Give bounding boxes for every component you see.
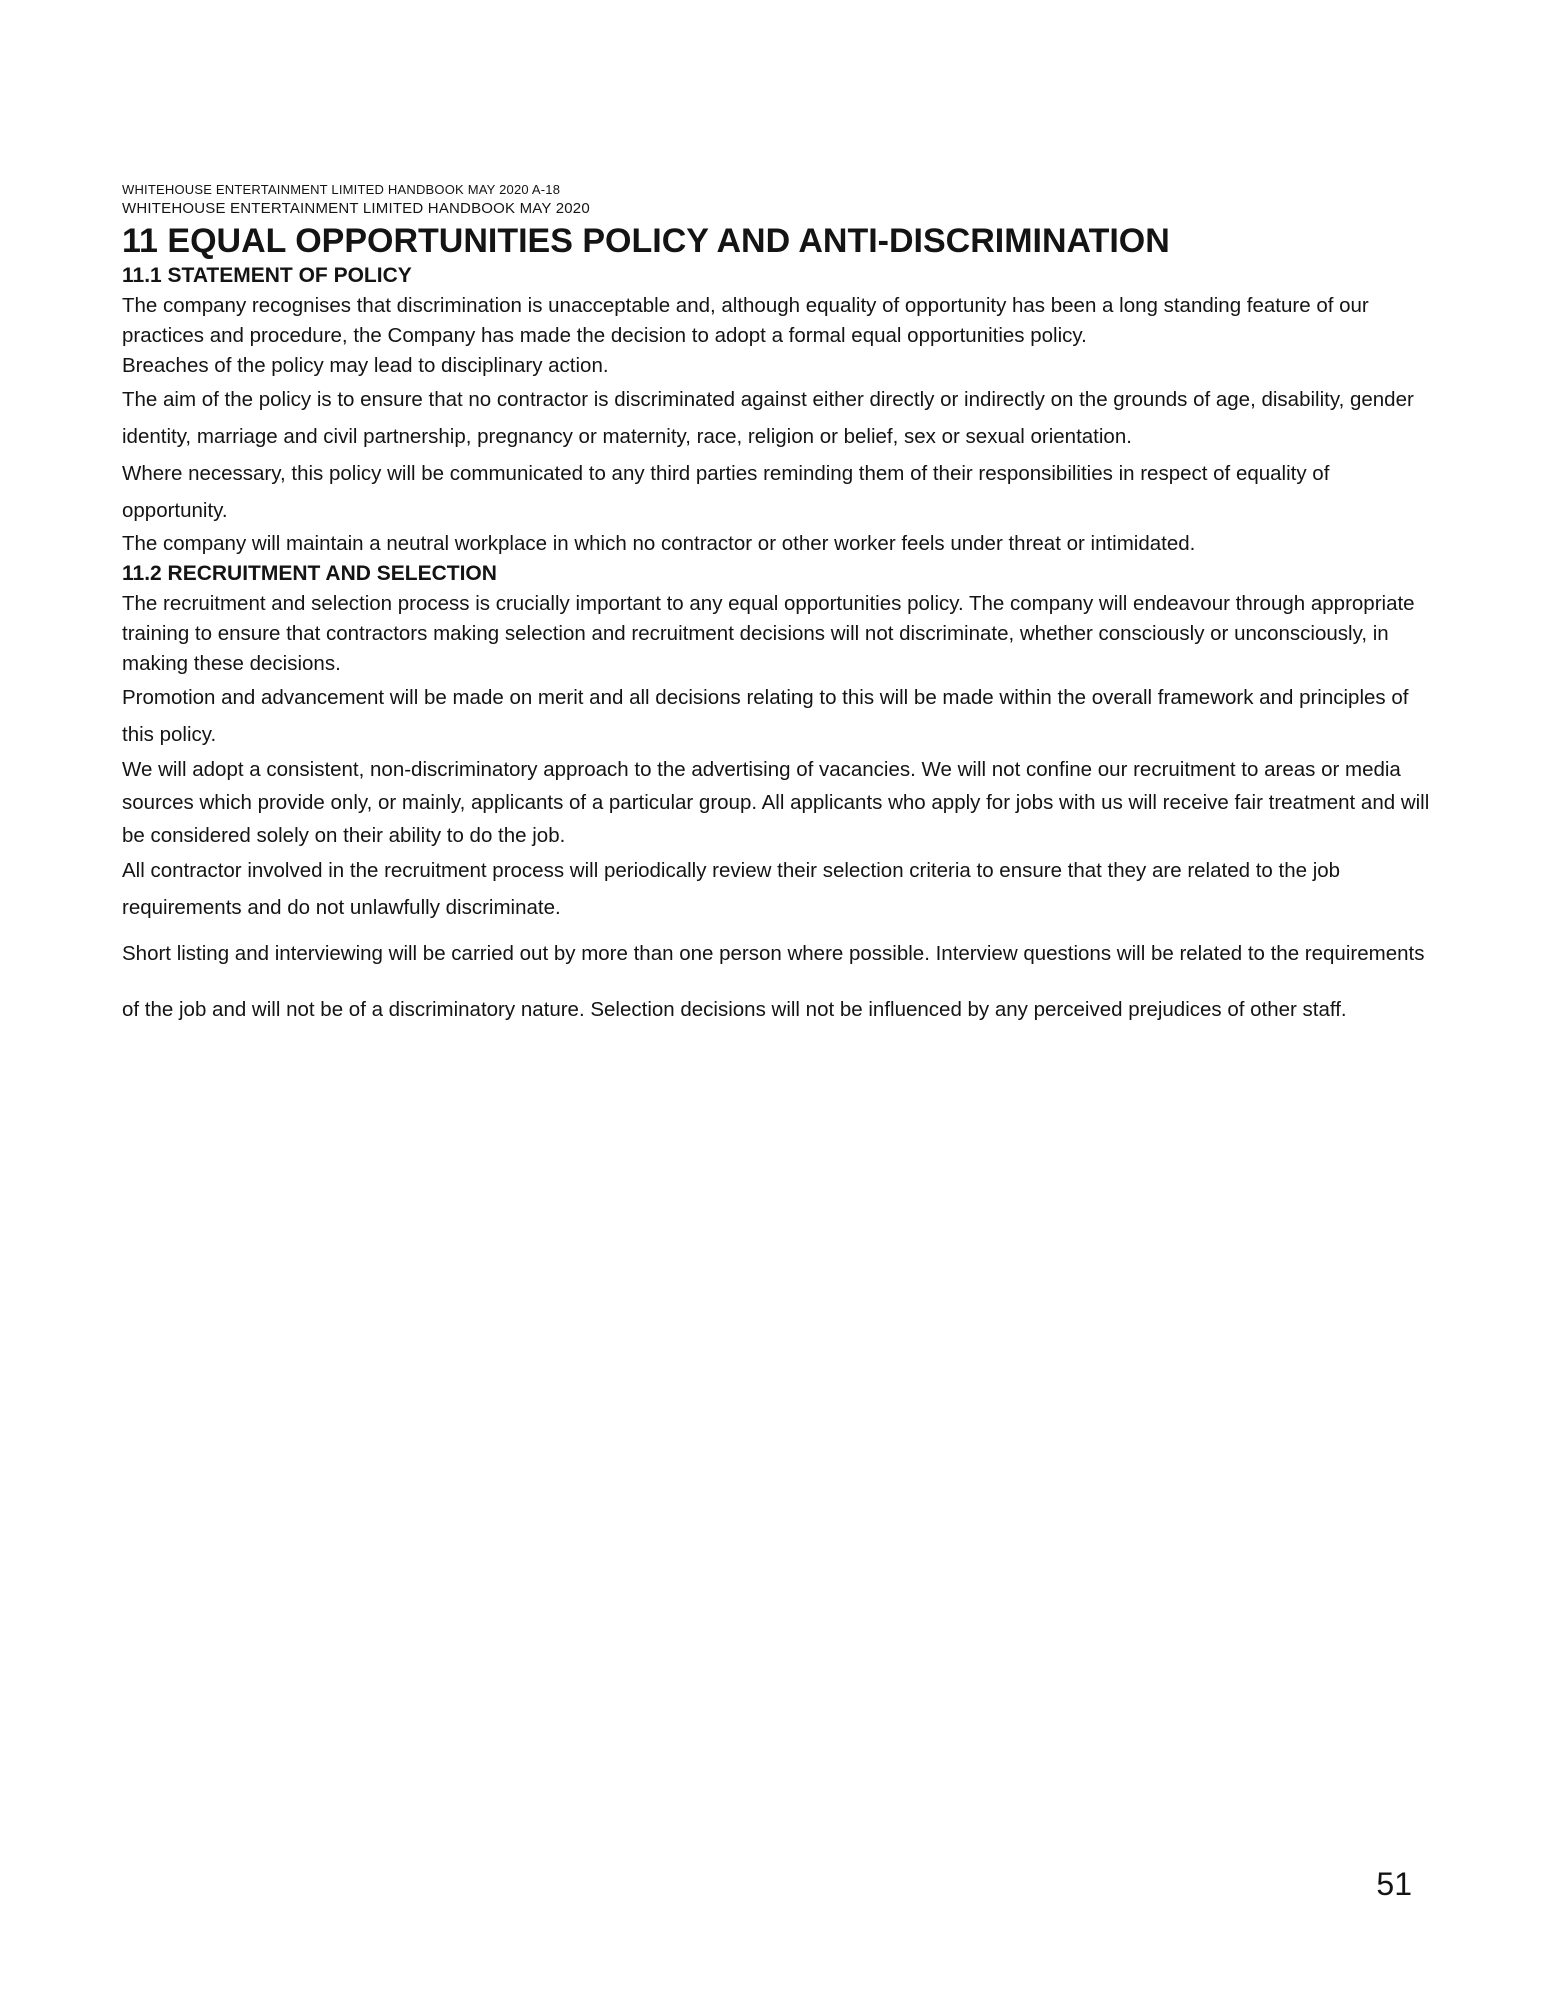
paragraph-recruitment-1: The recruitment and selection process is crucially important to any equal opportunities policy. The company will endeavour through appropriate training to ensure that contractors making selection and recruitment decisions will not discriminate, whether consciously or unconsciously, in making these decisions.	[122, 592, 1415, 675]
document-content	[122, 0, 1437, 1038]
section-heading-11-2: 11.2 RECRUITMENT AND SELECTION	[122, 562, 497, 585]
paragraph-recruitment-2: Promotion and advancement will be made on merit and all decisions relating to this will be made within the overall framework and principles of this policy.	[122, 686, 1409, 746]
paragraph-recruitment-5: Short listing and interviewing will be carried out by more than one person where possible. Interview questions will be related to the requirements of the job and will not be of a discriminatory nature. Selection decisions will not be influenced by any perceived prejudices of other staff.	[122, 942, 1425, 1021]
running-header-line-1: WHITEHOUSE ENTERTAINMENT LIMITED HANDBOOK MAY 2020 A-18	[122, 182, 561, 197]
paragraph-statement-1: The company recognises that discrimination is unacceptable and, although equality of opportunity has been a long standing feature of our practices and procedure, the Company has made the decision to adopt a formal equal opportunities policy.	[122, 294, 1369, 347]
paragraph-statement-2: Breaches of the policy may lead to disciplinary action.	[122, 354, 609, 377]
paragraph-statement-3: The aim of the policy is to ensure that no contractor is discriminated against either directly or indirectly on the grounds of age, disability, gender identity, marriage and civil partnership, pregnancy or maternity, race, religion or belief, sex or sexual orientation.	[122, 388, 1414, 448]
paragraph-recruitment-4: All contractor involved in the recruitment process will periodically review their selection criteria to ensure that they are related to the job requirements and do not unlawfully discriminate.	[122, 859, 1341, 919]
paragraph-recruitment-3: We will adopt a consistent, non-discriminatory approach to the advertising of vacancies. We will not confine our recruitment to areas or media sources which provide only, or mainly, applicants of a particular group. All applicants who apply for jobs with us will receive fair treatment and will be considered solely on their ability to do the job.	[122, 758, 1430, 847]
paragraph-statement-5: The company will maintain a neutral workplace in which no contractor or other worker feels under threat or intimidated.	[122, 532, 1196, 555]
running-header-line-2: WHITEHOUSE ENTERTAINMENT LIMITED HANDBOOK MAY 2020	[122, 200, 590, 217]
page-number: 51	[1376, 1866, 1412, 1902]
section-heading-11-1: 11.1 STATEMENT OF POLICY	[122, 264, 412, 287]
page-title: 11 EQUAL OPPORTUNITIES POLICY AND ANTI-DISCRIMINATION	[122, 222, 1170, 260]
paragraph-statement-4: Where necessary, this policy will be communicated to any third parties reminding them of their responsibilities in respect of equality of opportunity.	[122, 462, 1330, 522]
